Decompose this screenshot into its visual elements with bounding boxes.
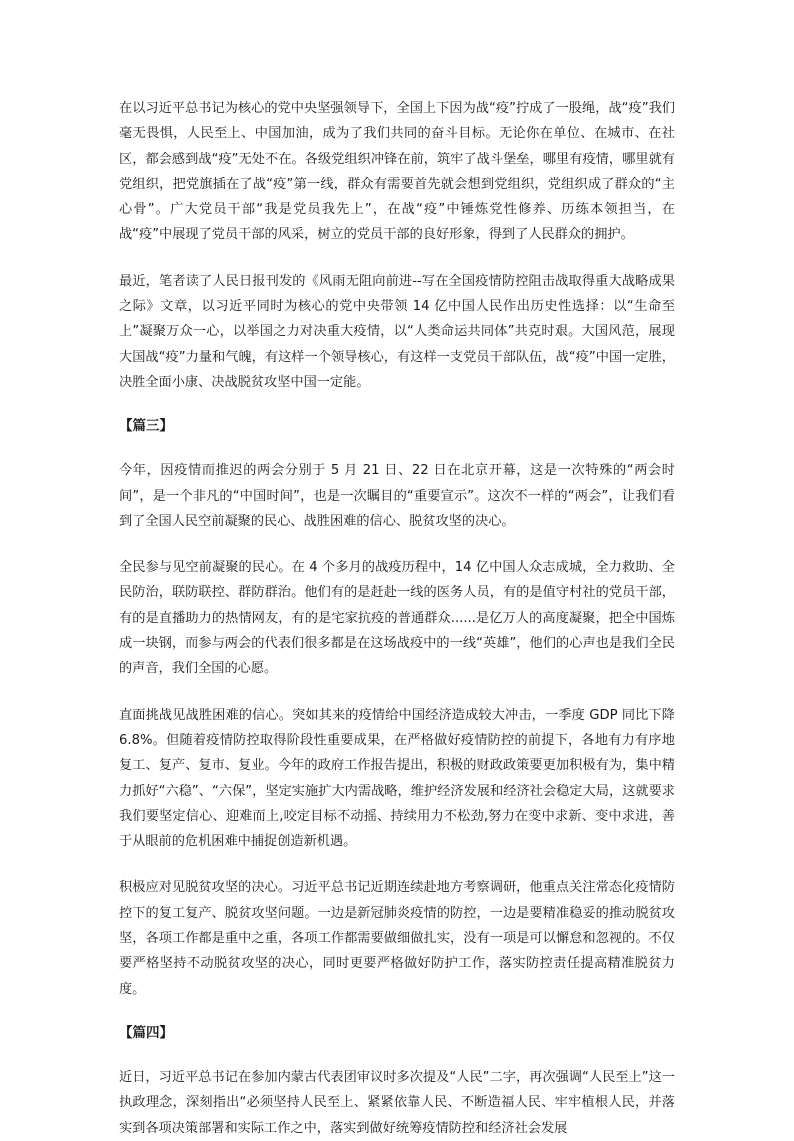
paragraph-2: 最近，笔者读了人民日报刊发的《风雨无阻向前进--写在全国疫情防控阻击战取得重大战略成果之际》文章，以习近平同时为核心的党中央带领 14 亿中国人民作出历史性选择：以“生命至上”凝聚万众一心，以举国之力对决重大疫情，以“人类命运共同体”共克时艰。大国风范，展现大国战“疫”力量和气魄，有这样一个领导核心，有这样一支党员干部队伍，战“疫”中国一定胜，决胜全面小康、决战脱贫攻坚中国一定能。 bbox=[119, 273, 675, 390]
paragraph-5: 直面挑战见战胜困难的信心。突如其来的疫情给中国经济造成较大冲击，一季度 GDP 同比下降 6.8%。但随着疫情防控取得阶段性重要成果，在严格做好疫情防控的前提下，各地有力有序地复工、复产、复市、复业。今年的政府工作报告提出，积极的财政政策要更加积极有为，集中精力抓好“六稳”、“六保”，坚定实施扩大内需战略，维护经济发展和经济社会稳定大局，这就要求我们要坚定信心、迎难而上,咬定目标不动摇、持续用力不松劲,努力在变中求新、变中求进，善于从眼前的危机困难中捕捉创造新机遇。 bbox=[119, 707, 675, 850]
paragraph-3: 今年，因疫情而推迟的两会分别于 5 月 21 日、22 日在北京开幕，这是一次特殊的“两会时间”，是一个非凡的“中国时间”，也是一次瞩目的“重要宣示”。这次不一样的“两会”，让我们看到了全国人民空前凝聚的民心、战胜困难的信心、脱贫攻坚的决心。 bbox=[119, 463, 675, 529]
paragraph-4: 全民参与见空前凝聚的民心。在 4 个多月的战疫历程中，14 亿中国人众志成城，全力救助、全民防治，联防联控、群防群治。他们有的是赶赴一线的医务人员，有的是值守村社的党员干部，有的是直播助力的热情网友，有的是宅家抗疫的普通群众......是亿万人的高度凝聚，把全中国炼成一块钢，而参与两会的代表们很多都是在这场战疫中的一线“英雄”，他们的心声也是我们全民的声音，我们全国的心愿。 bbox=[119, 560, 675, 677]
document-body bbox=[119, 96, 675, 1141]
paragraph-6: 积极应对见脱贫攻坚的决心。习近平总书记近期连续赴地方考察调研，他重点关注常态化疫情防控下的复工复产、脱贫攻坚问题。一边是新冠肺炎疫情的防控，一边是要精准稳妥的推动脱贫攻坚，各项工作都是重中之重，各项工作都需要做细做扎实，没有一项是可以懈怠和忽视的。不仅要严格坚持不动脱贫攻坚的决心，同时更要严格做好防护工作，落实防控责任提高精准脱贫力度。 bbox=[119, 880, 675, 997]
paragraph-1: 在以习近平总书记为核心的党中央坚强领导下，全国上下因为战“疫”拧成了一股绳，战“疫”我们毫无畏惧，人民至上、中国加油，成为了我们共同的奋斗目标。无论你在单位、在城市、在社区，都会感到战“疫”无处不在。各级党组织冲锋在前，筑牢了战斗堡垒，哪里有疫情，哪里就有党组织，把党旗插在了战“疫”第一线，群众有需要首先就会想到党组织，党组织成了群众的“主心骨”。广大党员干部“我是党员我先上”，在战“疫”中锤炼党性修养、历练本领担当，在战“疫”中展现了党员干部的风采，树立的党员干部的良好形象，得到了人民群众的拥护。 bbox=[119, 101, 675, 243]
section-heading-3: 【篇三】 bbox=[119, 418, 173, 435]
paragraph-7: 近日，习近平总书记在参加内蒙古代表团审议时多次提及“人民”二字，再次强调“人民至上”这一执政理念，深刻指出“必须坚持人民至上、紧紧依靠人民、不断造福人民、牢牢植根人民，并落实到各项决策部署和实际工作之中，落实到做好统筹疫情防控和经济社会发展 bbox=[119, 1069, 675, 1136]
section-heading-4: 【篇四】 bbox=[119, 1024, 173, 1041]
